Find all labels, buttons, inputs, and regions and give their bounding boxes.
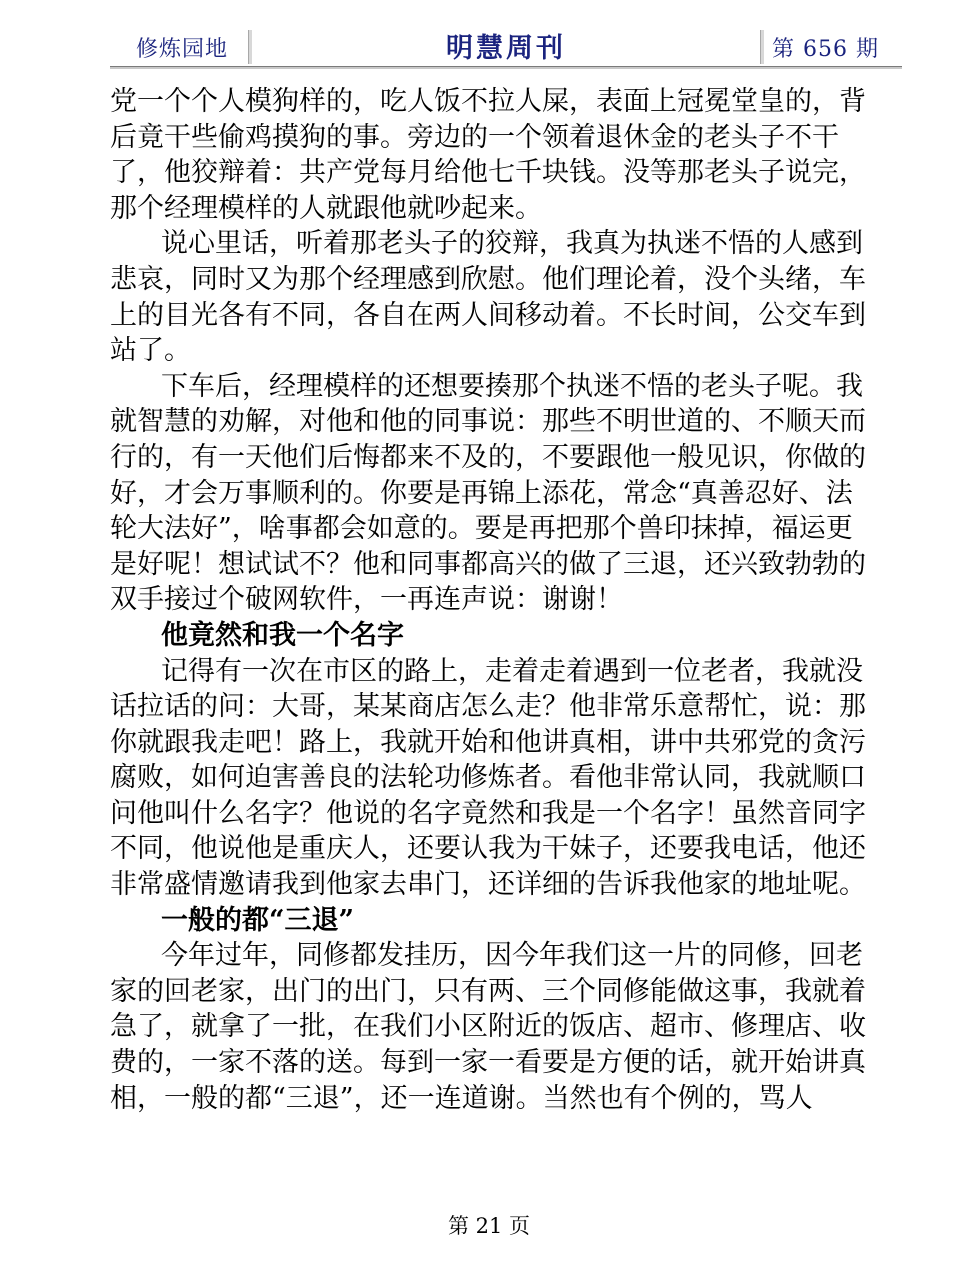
body-text-line: 费的，一家不落的送。每到一家一看要是方便的话，就开始讲真 bbox=[110, 1047, 866, 1079]
body-text-line: 党一个个人模狗样的，吃人饭不拉人屎，表面上冠冕堂皇的，背 bbox=[110, 86, 866, 117]
body-text-line: 站了。 bbox=[110, 335, 191, 367]
body-text-line: 那个经理模样的人就跟他就吵起来。 bbox=[110, 192, 542, 224]
page-header bbox=[110, 26, 902, 68]
body-text-line: 不同，他说他是重庆人，还要认我为干妹子，还要我电话，他还 bbox=[110, 833, 866, 865]
body-text-line: 后竟干些偷鸡摸狗的事。旁边的一个领着退休金的老头子不干 bbox=[110, 121, 839, 153]
body-text-line: 问他叫什么名字？他说的名字竟然和我是一个名字！虽然音同字 bbox=[110, 797, 866, 829]
body-text-line: 你就跟我走吧！路上，我就开始和他讲真相，讲中共邪党的贪污 bbox=[110, 726, 866, 758]
body-text-line: 家的回老家，出门的出门，只有两、三个同修能做这事，我就着 bbox=[110, 975, 866, 1007]
body-text-line: 上的目光各有不同，各自在两人间移动着。不长时间，公交车到 bbox=[110, 299, 866, 331]
body-text-line: 记得有一次在市区的路上，走着走着遇到一位老者，我就没 bbox=[161, 655, 863, 687]
body-text-line: 下车后，经理模样的还想要揍那个执迷不悟的老头子呢。我 bbox=[161, 370, 863, 402]
body-text-line: 话拉话的问：大哥，某某商店怎么走？他非常乐意帮忙，说：那 bbox=[110, 691, 866, 723]
page-number: 第 21 页 bbox=[447, 1214, 531, 1238]
body-text-line: 今年过年，同修都发挂历，因今年我们这一片的同修，回老 bbox=[161, 940, 863, 972]
body-text-line: 行的，有一天他们后悔都来不及的，不要跟他一般见识，你做的 bbox=[110, 441, 866, 473]
body-text-line: 说心里话，听着那老头子的狡辩，我真为执迷不悟的人感到 bbox=[161, 228, 863, 260]
body-text-line: 轮大法好”，啥事都会如意的。要是再把那个兽印抹掉，福运更 bbox=[110, 513, 853, 545]
publication-title: 明慧周刊 bbox=[446, 33, 566, 64]
body-text-line: 相，一般的都“三退”，还一连道谢。当然也有个例的，骂人 bbox=[110, 1082, 813, 1114]
body-text-line: 了，他狡辩着：共产党每月给他七千块钱。没等那老头子说完， bbox=[110, 157, 866, 189]
header-rule bbox=[110, 66, 902, 69]
body-text-line: 是好呢！想试试不？他和同事都高兴的做了三退，还兴致勃勃的 bbox=[110, 548, 866, 580]
body-text-line: 急了，就拿了一批，在我们小区附近的饭店、超市、修理店、收 bbox=[110, 1011, 866, 1043]
body-text-line: 非常盛情邀请我到他家去串门，还详细的告诉我他家的地址呢。 bbox=[110, 869, 866, 901]
article-body bbox=[110, 84, 902, 1116]
section-title: 修炼园地 bbox=[136, 37, 229, 62]
body-text-line: 腐败，如何迫害善良的法轮功修炼者。看他非常认同，我就顺口 bbox=[110, 762, 866, 794]
body-text-line: 就智慧的劝解，对他和他的同事说：那些不明世道的、不顺天而 bbox=[110, 406, 866, 438]
section-heading: 他竟然和我一个名字 bbox=[161, 619, 404, 651]
body-text-line: 好，才会万事顺利的。你要是再锦上添花，常念“真善忍好、法 bbox=[110, 477, 853, 509]
header-divider-right bbox=[760, 30, 764, 64]
body-text-line: 双手接过个破网软件，一再连声说：谢谢！ bbox=[110, 584, 623, 616]
issue-number: 第 656 期 bbox=[772, 37, 879, 62]
body-text-line: 悲哀，同时又为那个经理感到欣慰。他们理论着，没个头绪，车 bbox=[110, 263, 866, 295]
section-heading: 一般的都“三退” bbox=[161, 904, 355, 936]
